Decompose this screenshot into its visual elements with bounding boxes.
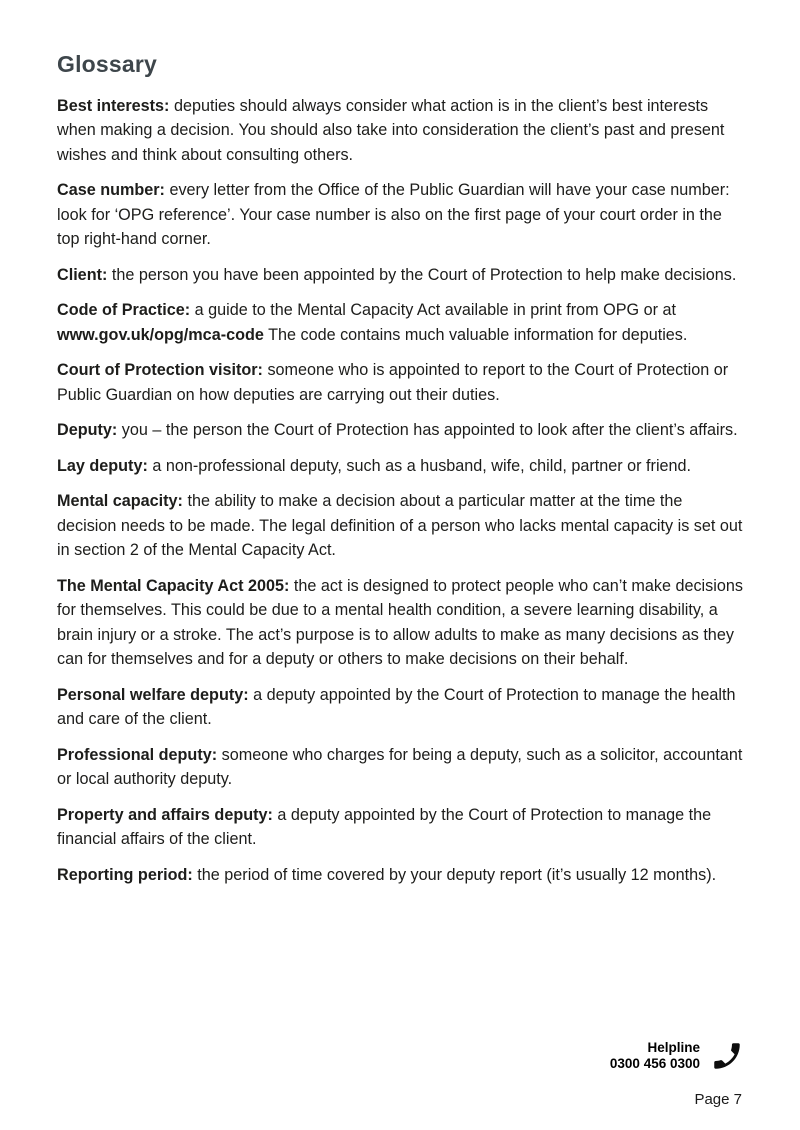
glossary-term: Personal welfare deputy: — [57, 685, 249, 704]
glossary-definition-text: you – the person the Court of Protection has appointed to look after the client’s affairs. — [117, 421, 738, 440]
page-title: Glossary — [57, 51, 158, 77]
glossary-definition-text: a guide to the Mental Capacity Act available in print from OPG or at — [190, 301, 677, 320]
glossary-content — [57, 51, 743, 898]
glossary-definition-text: someone who charges for being a deputy, such as a solicitor, accountant or local authority deputy. — [57, 745, 743, 789]
glossary-entry — [57, 683, 743, 732]
glossary-entry — [57, 574, 743, 672]
glossary-definition-text: a deputy appointed by the Court of Protection to manage the health and care of the client. — [57, 685, 736, 729]
glossary-list — [57, 94, 743, 888]
glossary-entry — [57, 263, 743, 288]
glossary-term: Mental capacity: — [57, 492, 183, 511]
glossary-definition-text: the person you have been appointed by the Court of Protection to help make decisions. — [107, 265, 737, 284]
glossary-entry — [57, 178, 743, 252]
helpline-number: 0300 456 0300 — [609, 1056, 700, 1071]
helpline-text — [610, 1040, 700, 1072]
glossary-entry — [57, 454, 743, 479]
glossary-term: Client: — [57, 265, 108, 284]
glossary-entry — [57, 863, 743, 888]
glossary-entry — [57, 743, 743, 792]
glossary-definition-text: The code contains much valuable information for deputies. — [263, 325, 688, 344]
glossary-term: Professional deputy: — [57, 745, 218, 764]
glossary-url-bold: www.gov.uk/opg/mca-code — [57, 325, 264, 344]
glossary-entry — [57, 94, 743, 168]
glossary-definition-text: a deputy appointed by the Court of Protection to manage the financial affairs of the client. — [57, 805, 712, 849]
helpline-label: Helpline — [647, 1040, 700, 1055]
page-number: Page 7 — [694, 1091, 742, 1108]
glossary-term: Reporting period: — [57, 865, 193, 884]
glossary-definition-text: someone who is appointed to report to the Court of Protection or Public Guardian on how deputies are carrying out their duties. — [57, 361, 729, 404]
glossary-entry — [57, 418, 743, 443]
glossary-entry — [57, 298, 743, 347]
glossary-entry — [57, 489, 743, 563]
glossary-definition-text: deputies should always consider what action is in the client’s best interests when making a decision. You should also take into consideration the client’s past and present wishes and think about consulting others. — [57, 96, 725, 164]
glossary-term: Lay deputy: — [57, 456, 148, 475]
glossary-term: The Mental Capacity Act 2005: — [57, 576, 290, 595]
phone-icon — [709, 1038, 745, 1074]
glossary-definition-text: every letter from the Office of the Public Guardian will have your case number: look for ‘OPG reference’. Your case number is also on the first page of your court order in the top right-hand corner. — [57, 181, 730, 249]
glossary-entry — [57, 803, 743, 852]
glossary-definition-text: the period of time covered by your deputy report (it’s usually 12 months). — [192, 865, 717, 884]
glossary-term: Property and affairs deputy: — [57, 805, 273, 824]
glossary-definition-text: the ability to make a decision about a particular matter at the time the decision needs to be made. The legal definition of a person who lacks mental capacity is set out in section 2 of the Mental Capacity Act. — [57, 492, 743, 560]
glossary-term: Case number: — [57, 181, 165, 200]
glossary-term: Deputy: — [57, 421, 118, 440]
helpline-block — [610, 1038, 745, 1074]
glossary-definition-text: a non-professional deputy, such as a husband, wife, child, partner or friend. — [147, 456, 692, 475]
glossary-term: Court of Protection visitor: — [57, 361, 263, 380]
glossary-entry — [57, 358, 743, 407]
glossary-term: Best interests: — [57, 96, 170, 115]
glossary-definition-text: the act is designed to protect people who can’t make decisions for themselves. This could be due to a mental health condition, a severe learning disability, a brain injury or a stroke. The act’s purpose is to allow adults to make as many decisions as they can for themselves and for a deputy or others to make decisions on their behalf. — [57, 576, 743, 669]
glossary-term: Code of Practice: — [57, 301, 191, 320]
